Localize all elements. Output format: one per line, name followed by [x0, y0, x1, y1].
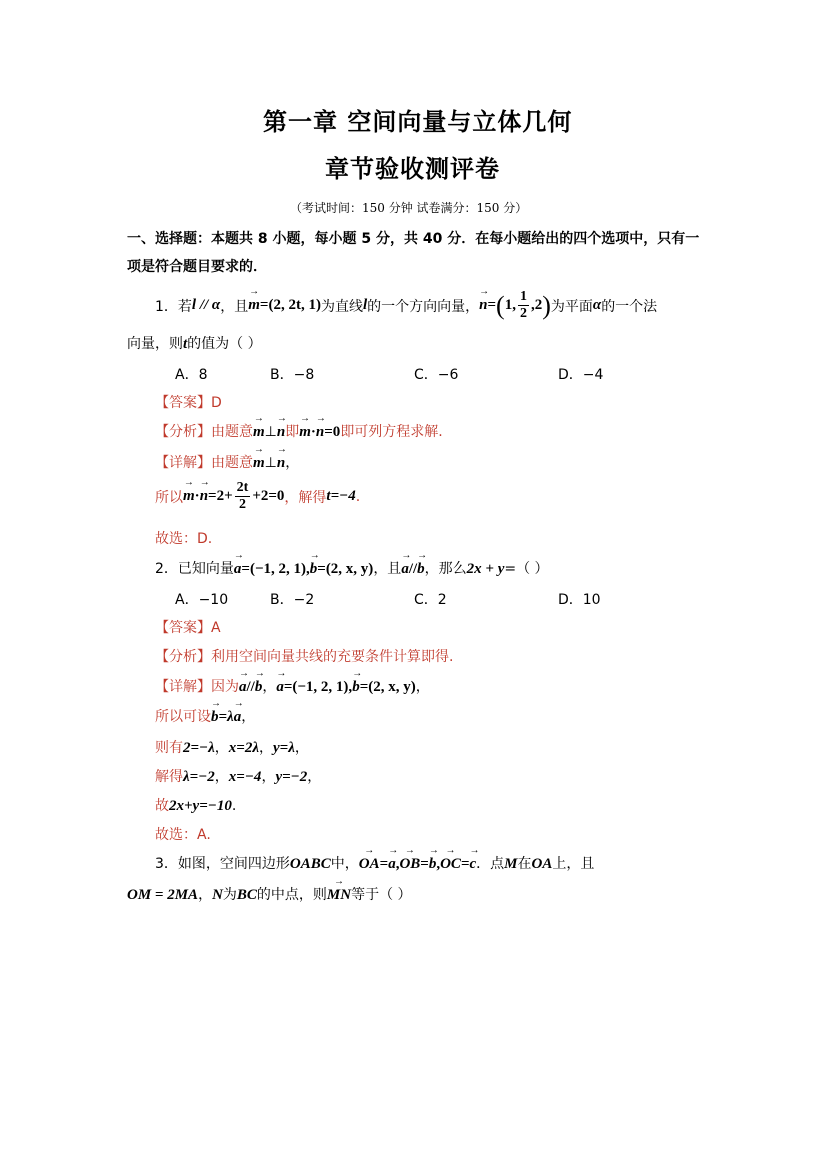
q1-n-eq: =: [487, 297, 497, 313]
detail-text: ，: [285, 455, 300, 471]
q3-vector-c: → c: [470, 856, 477, 873]
equation: x=−4: [228, 769, 262, 785]
q2-vector-b: → b: [310, 561, 318, 578]
q3-vector-mn: → MN: [327, 887, 351, 904]
q3-text: 在: [517, 856, 532, 872]
q2-option-d[interactable]: D．10: [558, 592, 601, 608]
q1-option-c[interactable]: C．−6: [414, 367, 459, 383]
solution-text: .: [355, 488, 361, 505]
equation: x=2λ: [228, 740, 260, 756]
page-subtitle: 章节验收测评卷: [325, 155, 500, 183]
eq-zero: =0: [324, 424, 341, 440]
q3-comma: ,: [395, 856, 400, 872]
q1-text: 为平面: [550, 298, 593, 315]
vector-b: → b: [255, 679, 263, 696]
separator: ，: [261, 769, 276, 785]
q2-text: =（ ）: [504, 561, 549, 577]
q2-parallel: //: [408, 561, 418, 577]
answer-tag: 【答案】: [155, 395, 211, 411]
exam-info: （考试时间：150 分钟 试卷满分：150 分）: [290, 201, 528, 215]
answer-value: D: [211, 395, 222, 411]
q1-vector-m: → m: [248, 297, 260, 314]
q3-line1: [155, 853, 594, 873]
q1-option-d[interactable]: D．−4: [558, 367, 604, 383]
step-text: 所以可设: [155, 709, 211, 725]
vector-m: → m: [299, 424, 311, 441]
q3-point-m: M: [504, 856, 518, 872]
q1-plane-alpha: α: [592, 297, 602, 313]
q3-eq: =: [379, 856, 389, 872]
q2-final: 故选：A.: [155, 827, 211, 843]
a-value: =(−1, 2, 1),: [283, 679, 353, 695]
fraction-denominator: 2: [238, 497, 246, 512]
q1-option-a[interactable]: A．8: [175, 367, 208, 383]
vector-m: → m: [253, 424, 265, 441]
detail-text: 由题意: [211, 455, 253, 471]
q3-vector-b: → b: [429, 856, 437, 873]
fraction-numerator: 1: [519, 289, 527, 304]
vector-b: → b: [211, 709, 219, 726]
q2-step1: [155, 706, 255, 726]
detail-tag: 【详解】: [155, 455, 211, 471]
q1-answer: [155, 392, 222, 412]
b-value: =(2, x, y): [359, 679, 416, 695]
separator: ，: [214, 769, 229, 785]
dot-symbol: ·: [194, 488, 200, 504]
separator: ，: [294, 740, 309, 756]
equation: λ=−2: [183, 769, 215, 785]
q1-analysis: [155, 421, 443, 441]
q1-solution: [155, 480, 360, 513]
q1-option-b[interactable]: B．−8: [270, 367, 315, 383]
vector-n: → n: [277, 424, 285, 441]
solution-eq: +2=0: [252, 488, 285, 504]
q2-vector-b: → b: [417, 561, 425, 578]
perp-symbol: ⊥: [264, 424, 277, 440]
q1-text: 的一个法: [601, 298, 658, 315]
q2-b-value: =(2, x, y): [317, 561, 374, 577]
q1-text: 向量，则: [127, 336, 183, 352]
analysis-tag: 【分析】: [155, 424, 211, 440]
q3-segment-bc: BC: [236, 887, 257, 903]
vector-a: → a: [239, 679, 247, 696]
answer-tag: 【答案】: [155, 620, 211, 636]
vector-a: → a: [234, 709, 242, 726]
fraction-denominator: 2: [519, 306, 527, 321]
q3-vector-oa: → OA: [359, 856, 380, 873]
q2-step3: [155, 766, 321, 786]
q3-vector-oc: → OC: [440, 856, 461, 873]
q2-option-a[interactable]: A．−10: [175, 592, 229, 608]
vector-m: → m: [183, 488, 195, 505]
solution-text: 所以: [155, 489, 183, 506]
solution-result: t=−4: [326, 488, 356, 504]
q1-n-fraction: [518, 289, 529, 322]
lambda-eq: =λ: [218, 709, 234, 725]
q3-vector-ob: → OB: [399, 856, 420, 873]
q2-text: ，且: [373, 561, 402, 577]
q3-condition: OM = 2MA: [127, 887, 199, 903]
q2-detail: [155, 676, 430, 696]
left-paren: (: [496, 290, 505, 320]
dot-symbol: ·: [310, 424, 316, 440]
q3-vector-a: → a: [388, 856, 396, 873]
q3-text: 的中点，则: [256, 887, 327, 903]
analysis-text: 由题意: [211, 424, 253, 440]
q3-number: 3．如图，空间四边形: [155, 856, 290, 872]
q1-var-t: t: [183, 336, 188, 352]
q2-option-c[interactable]: C．2: [414, 592, 447, 608]
q1-text: 的值为（ ）: [187, 336, 262, 352]
q3-point-n: N: [212, 887, 223, 903]
solution-eq: =2+: [208, 488, 233, 504]
q1-line2: [127, 333, 262, 353]
page-title: 第一章 空间向量与立体几何: [263, 108, 573, 136]
q1-n-last: ,2: [530, 297, 543, 313]
vector-n: → n: [200, 488, 208, 505]
q3-line2: [127, 884, 412, 904]
q1-detail: [155, 452, 299, 472]
separator: ，: [307, 769, 322, 785]
q2-expression: 2x + y: [466, 561, 505, 577]
q1-line1: [155, 289, 657, 322]
q2-text: ，那么: [424, 561, 467, 577]
vector-n: → n: [277, 455, 285, 472]
equation: y=−2: [275, 769, 308, 785]
step-text: .: [231, 798, 237, 814]
separator: ，: [259, 740, 274, 756]
q3-text: 上，且: [552, 856, 595, 872]
q1-l-parallel-alpha: l // α: [191, 297, 221, 313]
step-text: 则有: [155, 740, 183, 756]
q3-eq: =: [460, 856, 470, 872]
fraction-numerator: 2t: [236, 480, 249, 495]
q3-text: 中，: [330, 856, 359, 872]
q1-text: ，且: [220, 298, 249, 315]
step-text: ，: [241, 709, 256, 725]
q2-option-b[interactable]: B．−2: [270, 592, 315, 608]
q3-text: ，: [198, 887, 213, 903]
q1-vector-n: → n: [479, 297, 487, 314]
q1-n-first: 1,: [504, 297, 516, 313]
analysis-text: 即可列方程求解.: [340, 424, 443, 440]
vector-a: → a: [276, 679, 284, 696]
solution-fraction: [235, 480, 251, 513]
separator: ，: [214, 740, 229, 756]
q1-line-l: l: [362, 297, 368, 313]
q2-vector-a: → a: [234, 561, 242, 578]
q2-analysis: [155, 646, 453, 666]
step-text: 解得: [155, 769, 183, 785]
q3-segment-oa: OA: [531, 856, 553, 872]
detail-text: ，: [415, 679, 430, 695]
detail-text: ，: [262, 679, 277, 695]
answer-value: A: [211, 620, 221, 636]
section-heading: 一、选择题：本题共 8 小题，每小题 5 分，共 40 分．在每小题给出的四个选项中，只有一: [127, 231, 700, 247]
solution-text: ，解得: [284, 489, 327, 506]
section-heading-cont: 项是符合题目要求的．: [127, 259, 267, 275]
q1-text: 为直线: [320, 298, 363, 315]
vector-b: → b: [352, 679, 360, 696]
q1-number: 1．若: [155, 298, 192, 315]
right-paren: ): [542, 290, 551, 320]
q2-step2: [155, 737, 309, 757]
equation: 2=−λ: [183, 740, 215, 756]
q1-final: 故选：D.: [155, 531, 213, 547]
analysis-text: 利用空间向量共线的充要条件计算即得.: [211, 649, 454, 665]
analysis-tag: 【分析】: [155, 649, 211, 665]
equation: 2x+y=−10: [169, 798, 232, 814]
q1-m-value: =(2, 2t, 1): [259, 297, 321, 313]
vector-n: → n: [316, 424, 324, 441]
q3-text: 为: [222, 887, 237, 903]
q2-line1: [155, 558, 549, 578]
vector-m: → m: [253, 455, 265, 472]
detail-tag: 【详解】: [155, 679, 211, 695]
q3-text: ．点: [476, 856, 505, 872]
analysis-text: 即: [285, 424, 300, 440]
q2-number: 2．已知向量: [155, 561, 234, 577]
q2-vector-a: → a: [401, 561, 409, 578]
q3-comma: ,: [436, 856, 441, 872]
q3-eq: =: [420, 856, 429, 872]
q3-text: 等于（ ）: [351, 887, 412, 903]
detail-text: 因为: [211, 679, 239, 695]
equation: y=λ: [273, 740, 295, 756]
q2-answer: [155, 617, 221, 637]
q2-step4: [155, 795, 236, 815]
q3-quad: OABC: [289, 856, 331, 872]
step-text: 故: [155, 798, 169, 814]
q1-text: 的一个方向向量，: [367, 298, 480, 315]
q2-a-value: =(−1, 2, 1),: [241, 561, 310, 577]
perp-symbol: ⊥: [264, 455, 277, 471]
parallel-symbol: //: [246, 679, 255, 695]
